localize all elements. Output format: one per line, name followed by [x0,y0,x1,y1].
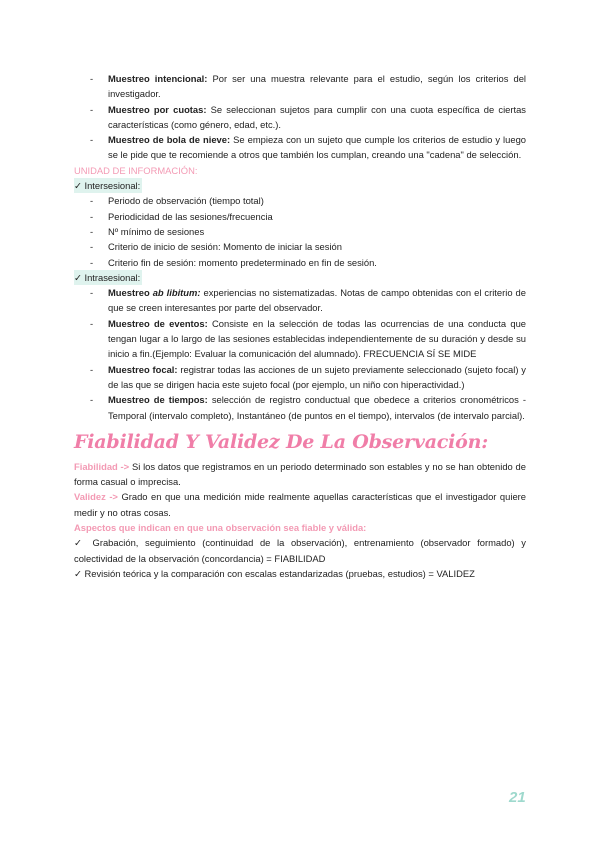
page-number: 21 [509,789,526,806]
list-item: - Muestreo por cuotas: Se seleccionan sujetos para cumplir con una cuota específica de ciertas características (como género, edad, etc.). [90,103,526,130]
check-icon: ✓ [74,271,82,283]
list-item: - Nº mínimo de sesiones [90,225,205,237]
fiabilidad-paragraph: Fiabilidad -> Si los datos que registramos en un periodo determinado son estables y no se han obtenido de forma casual o imprecisa. [74,460,526,488]
desc: Se seleccionan sujetos para cumplir con una cuota específica de ciertas características (como género, edad, etc.). [108,103,526,130]
intrasesional-row [74,270,526,285]
intrasesional-label: Intrasesional: [84,271,141,283]
list-item: - Periodicidad de las sesiones/frecuencia [90,210,273,222]
list-item: - Periodo de observación (tiempo total) [90,195,264,207]
intersesional-row [74,178,526,193]
list-item: - Criterio fin de sesión: momento predeterminado en fin de sesión. [90,256,377,268]
desc: Por ser una muestra relevante para el estudio, según los criterios del investigador. [108,73,526,100]
aspectos-line: ✓ Grabación, seguimiento (continuidad de la observación), entrenamiento (observador formado) y colectividad de la observación (concordancia) = FIABILIDAD [74,537,526,564]
list-item: - Muestreo intencional: Por ser una muestra relevante para el estudio, según los criterios del investigador. [90,73,526,100]
intersesional-label: Intersesional: [84,180,141,192]
term: Muestreo de bola de nieve: [108,134,231,146]
desc: Se empieza con un sujeto que cumple los criterios de estudio y luego se le pide que te recomiende a otros que también los cumplan, creando una "cadena" de selección. [108,134,526,161]
list-item: - Muestreo de tiempos: selección de registro conductual que obedece a criterios cronométricos - Temporal (intervalo completo), Instantáneo (de puntos en el tiempo), intervalos (de intervalo parcial). [90,394,526,421]
aspectos-line: ✓ Revisión teórica y la comparación con escalas estandarizadas (pruebas, estudios) = VALIDEZ [74,567,475,579]
validez-paragraph: Validez -> Grado en que una medición mide realmente aquellas características que el investigador quiere medir y no otras cosas. [74,491,526,518]
list-item: - Muestreo ab libitum: experiencias no sistematizadas. Notas de campo obtenidas con el criterio de que se creen interesantes por parte del observador. [90,287,526,314]
list-item: - Muestreo focal: registrar todas las acciones de un sujeto previamente seleccionado (sujeto focal) y de las que se dirigen hacia este sujeto focal (por ejemplo, un niño con hiperactividad.) [90,363,526,390]
list-item: - Muestreo de eventos: Consiste en la selección de todas las ocurrencias de una conducta que tengan lugar a lo largo de las sesiones establecidas independientemente de su duración y desde su inicio a fin.(Ejemplo: Evaluar la comunicación del alumnado). FRECUENCIA SÍ SE MIDE [90,317,526,360]
list-item: - Muestreo de bola de nieve: Se empieza con un sujeto que cumple los criterios de estudio y luego se le pide que te recomiende a otros que también los cumplan, creando una "cadena" de selección. [90,134,526,161]
unidad-heading: UNIDAD DE INFORMACIÓN: [74,164,198,176]
check-icon: ✓ [74,180,82,192]
list-item: - Criterio de inicio de sesión: Momento de iniciar la sesión [90,241,342,253]
page-text [74,71,526,581]
term: Muestreo por cuotas: [108,103,207,115]
section-title: Fiabilidad Y Validez De La Observación: [74,430,489,453]
aspectos-heading: Aspectos que indican en que una observación sea fiable y válida: [74,522,367,534]
term: Muestreo intencional: [108,73,208,84]
